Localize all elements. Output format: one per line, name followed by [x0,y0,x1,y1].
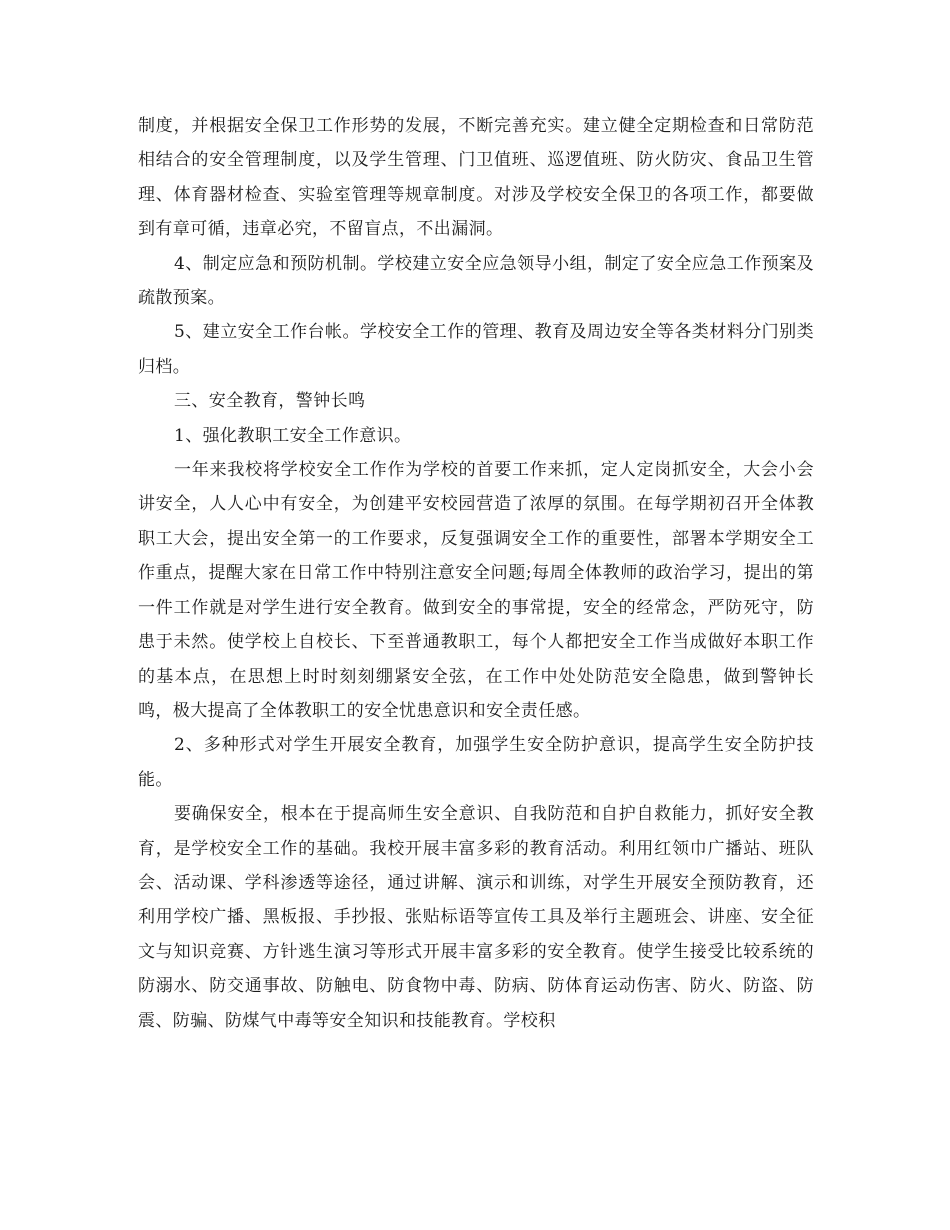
paragraph-6: 一年来我校将学校安全工作作为学校的首要工作来抓，定人定岗抓安全，大会小会讲安全，人人心中有安全，为创建平安校园营造了浓厚的氛围。在每学期初召开全体教职工大会，提出安全第一的工作要求，反复强调安全工作的重要性，部署本学期安全工作重点，提醒大家在日常工作中特别注意安全问题;每周全体教师的政治学习，提出的第一件工作就是对学生进行安全教育。做到安全的事常提，安全的经常念，严防死守，防患于未然。使学校上自校长、下至普通教职工，每个人都把安全工作当成做好本职工作的基本点，在思想上时时刻刻绷紧安全弦，在工作中处处防范安全隐患，做到警钟长鸣，极大提高了全体教职工的安全忧患意识和安全责任感。 [138,460,814,721]
subheading-2: 2、多种形式对学生开展安全教育，加强学生安全防护意识，提高学生安全防护技能。 [138,735,814,790]
paragraph-1: 制度，并根据安全保卫工作形势的发展，不断完善充实。建立健全定期检查和日常防范相结合的安全管理制度，以及学生管理、门卫值班、巡逻值班、防火防灾、食品卫生管理、体育器材检查、实验室管理等规章制度。对涉及学校安全保卫的各项工作，都要做到有章可循，违章必究，不留盲点，不出漏洞。 [138,116,814,240]
paragraph-2: 4、制定应急和预防机制。学校建立安全应急领导小组，制定了安全应急工作预案及疏散预案。 [138,253,814,309]
paragraph-3: 5、建立安全工作台帐。学校安全工作的管理、教育及周边安全等各类材料分门别类归档。 [138,322,814,377]
paragraph-8: 要确保安全，根本在于提高师生安全意识、自我防范和自护自救能力，抓好安全教育，是学校安全工作的基础。我校开展丰富多彩的教育活动。利用红领巾广播站、班队会、活动课、学科渗透等途径，通过讲解、演示和训练，对学生开展安全预防教育，还利用学校广播、黑板报、手抄报、张贴标语等宣传工具及举行主题班会、讲座、安全征文与知识竞赛、方针逃生演习等形式开展丰富多彩的安全教育。使学生接受比较系统的防溺水、防交通事故、防触电、防食物中毒、防病、防体育运动伤害、防火、防盗、防震、防骗、防煤气中毒等安全知识和技能教育。学校积 [138,804,814,1031]
document-page [138,109,814,1038]
section-heading: 三、安全教育，警钟长鸣 [174,391,366,412]
subheading-1: 1、强化教职工安全工作意识。 [174,425,412,446]
